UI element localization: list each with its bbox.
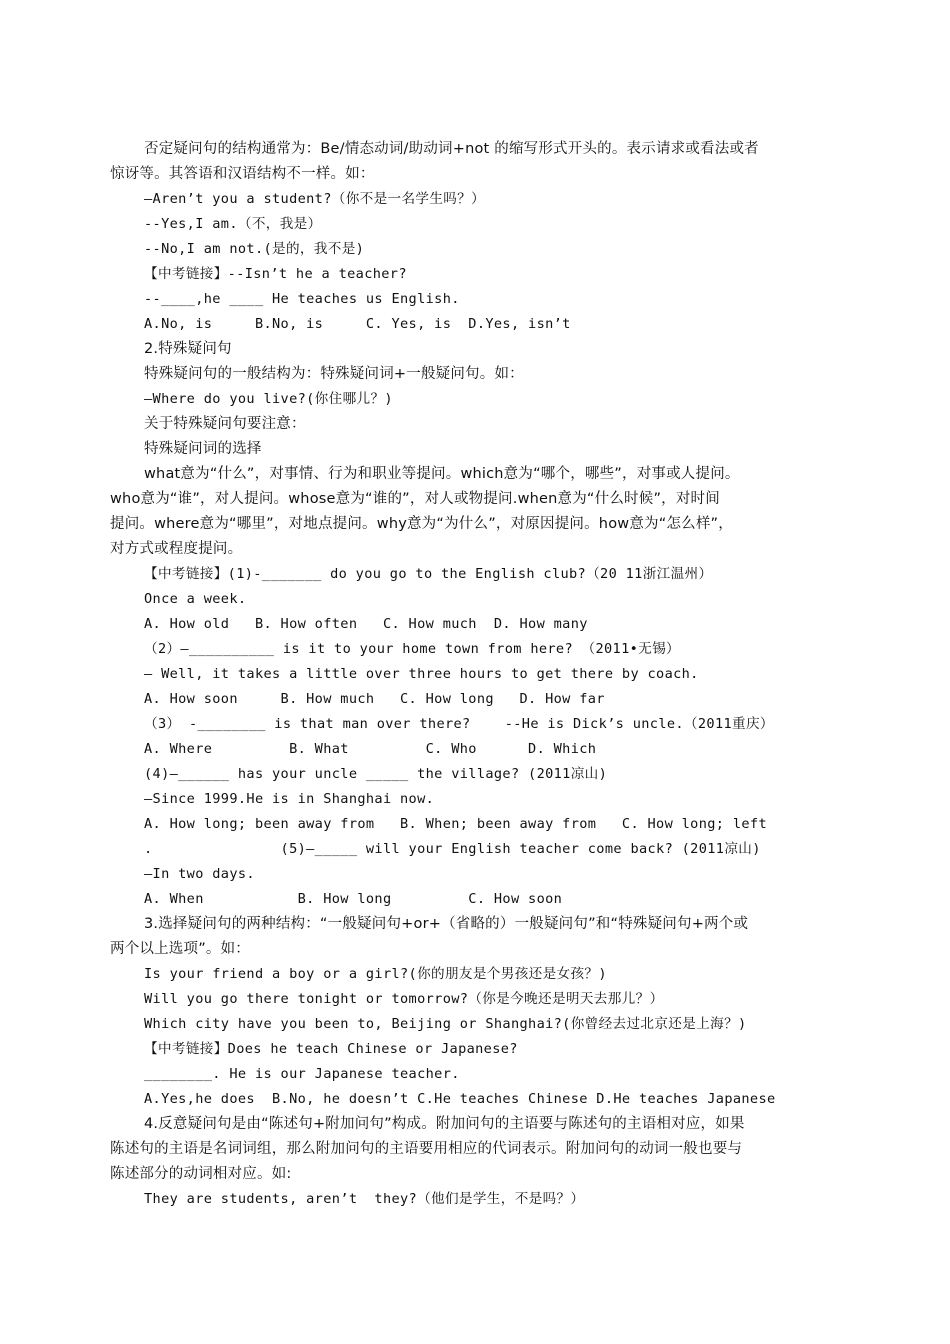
example-line: --Yes,I am.（不，我是） [144, 216, 322, 232]
options-line: A. When B. How long C. How soon [144, 891, 563, 907]
exam-line: ________. He is our Japanese teacher. [144, 1066, 460, 1082]
options-line: A.No, is B.No, is C. Yes, is D.Yes, isn’t [144, 316, 571, 332]
paragraph-line: 特殊疑问词的选择 [144, 441, 262, 457]
exam-line: （2）—__________ is it to your home town from here? （2011•无锡） [144, 641, 680, 657]
exam-line: Once a week. [144, 591, 247, 607]
exam-line: —Since 1999.He is in Shanghai now. [144, 791, 435, 807]
paragraph-line: 两个以上选项”。如： [110, 941, 251, 957]
paragraph-line: 关于特殊疑问句要注意： [144, 416, 306, 432]
options-line: A. Where B. What C. Who D. Which [144, 741, 597, 757]
exam-line: — Well, it takes a little over three hours to get there by coach. [144, 666, 699, 682]
paragraph-line: 陈述句的主语是名词词组，那么附加问句的主语要用相应的代词表示。附加问句的动词一般也要与 [110, 1141, 743, 1157]
options-line: A.Yes,he does B.No, he doesn’t C.He teaches Chinese D.He teaches Japanese [144, 1091, 776, 1107]
paragraph-line: 否定疑问句的结构通常为：Be/情态动词/助动词+not 的缩写形式开头的。表示请求或看法或者 [144, 141, 759, 157]
exam-line: （3） -________ is that man over there? --He is Dick’s uncle.（2011重庆） [144, 716, 774, 732]
paragraph-line: what意为“什么”，对事情、行为和职业等提问。which意为“哪个，哪些”，对事或人提问。 [144, 466, 740, 482]
exam-link-line: 【中考链接】Does he teach Chinese or Japanese? [144, 1041, 518, 1057]
example-line: Which city have you been to, Beijing or Shanghai?(你曾经去过北京还是上海？) [144, 1016, 747, 1032]
example-line: —Aren’t you a student?（你不是一名学生吗？） [144, 191, 486, 207]
paragraph-line: 提问。where意为“哪里”，对地点提问。why意为“为什么”，对原因提问。how意为“怎么样”， [110, 516, 733, 532]
example-line: —Where do you live?(你住哪儿？) [144, 391, 393, 407]
options-line: A. How long; been away from B. When; been away from C. How long; left [144, 816, 767, 832]
section-heading: 4.反意疑问句是由“陈述句+附加问句”构成。附加问句的主语要与陈述句的主语相对应，如果 [144, 1116, 745, 1132]
exam-line: (4)—______ has your uncle _____ the village? (2011凉山) [144, 766, 608, 782]
exam-link-line: 【中考链接】(1)-_______ do you go to the English club?（20 11浙江温州） [144, 566, 713, 582]
exam-line: —In two days. [144, 866, 255, 882]
example-line: They are students, aren’t they?（他们是学生，不是吗？） [144, 1191, 585, 1207]
options-line: A. How old B. How often C. How much D. How many [144, 616, 588, 632]
options-line: A. How soon B. How much C. How long D. How far [144, 691, 605, 707]
exam-link-line: 【中考链接】--Isn’t he a teacher? [144, 266, 407, 282]
paragraph-line: who意为“谁”，对人提问。whose意为“谁的”，对人或物提问.when意为“什么时候”，对时间 [110, 491, 720, 507]
paragraph-line: 惊讶等。其答语和汉语结构不一样。如： [110, 166, 375, 182]
paragraph-line: 陈述部分的动词相对应。如: [110, 1166, 292, 1182]
paragraph-line: 特殊疑问句的一般结构为：特殊疑问词+一般疑问句。如： [144, 366, 524, 382]
example-line: Will you go there tonight or tomorrow?（你是今晚还是明天去那儿？） [144, 991, 664, 1007]
section-heading: 3.选择疑问句的两种结构：“一般疑问句+or+（省略的）一般疑问句”和“特殊疑问句+两个或 [144, 916, 749, 932]
exam-line: --____,he ____ He teaches us English. [144, 291, 460, 307]
example-line: Is your friend a boy or a girl?(你的朋友是个男孩还是女孩？) [144, 966, 607, 982]
section-heading: 2.特殊疑问句 [144, 341, 232, 357]
example-line: --No,I am not.(是的，我不是) [144, 241, 365, 257]
paragraph-line: 对方式或程度提问。 [110, 541, 243, 557]
exam-line: . (5)—_____ will your English teacher come back? (2011凉山) [144, 841, 761, 857]
